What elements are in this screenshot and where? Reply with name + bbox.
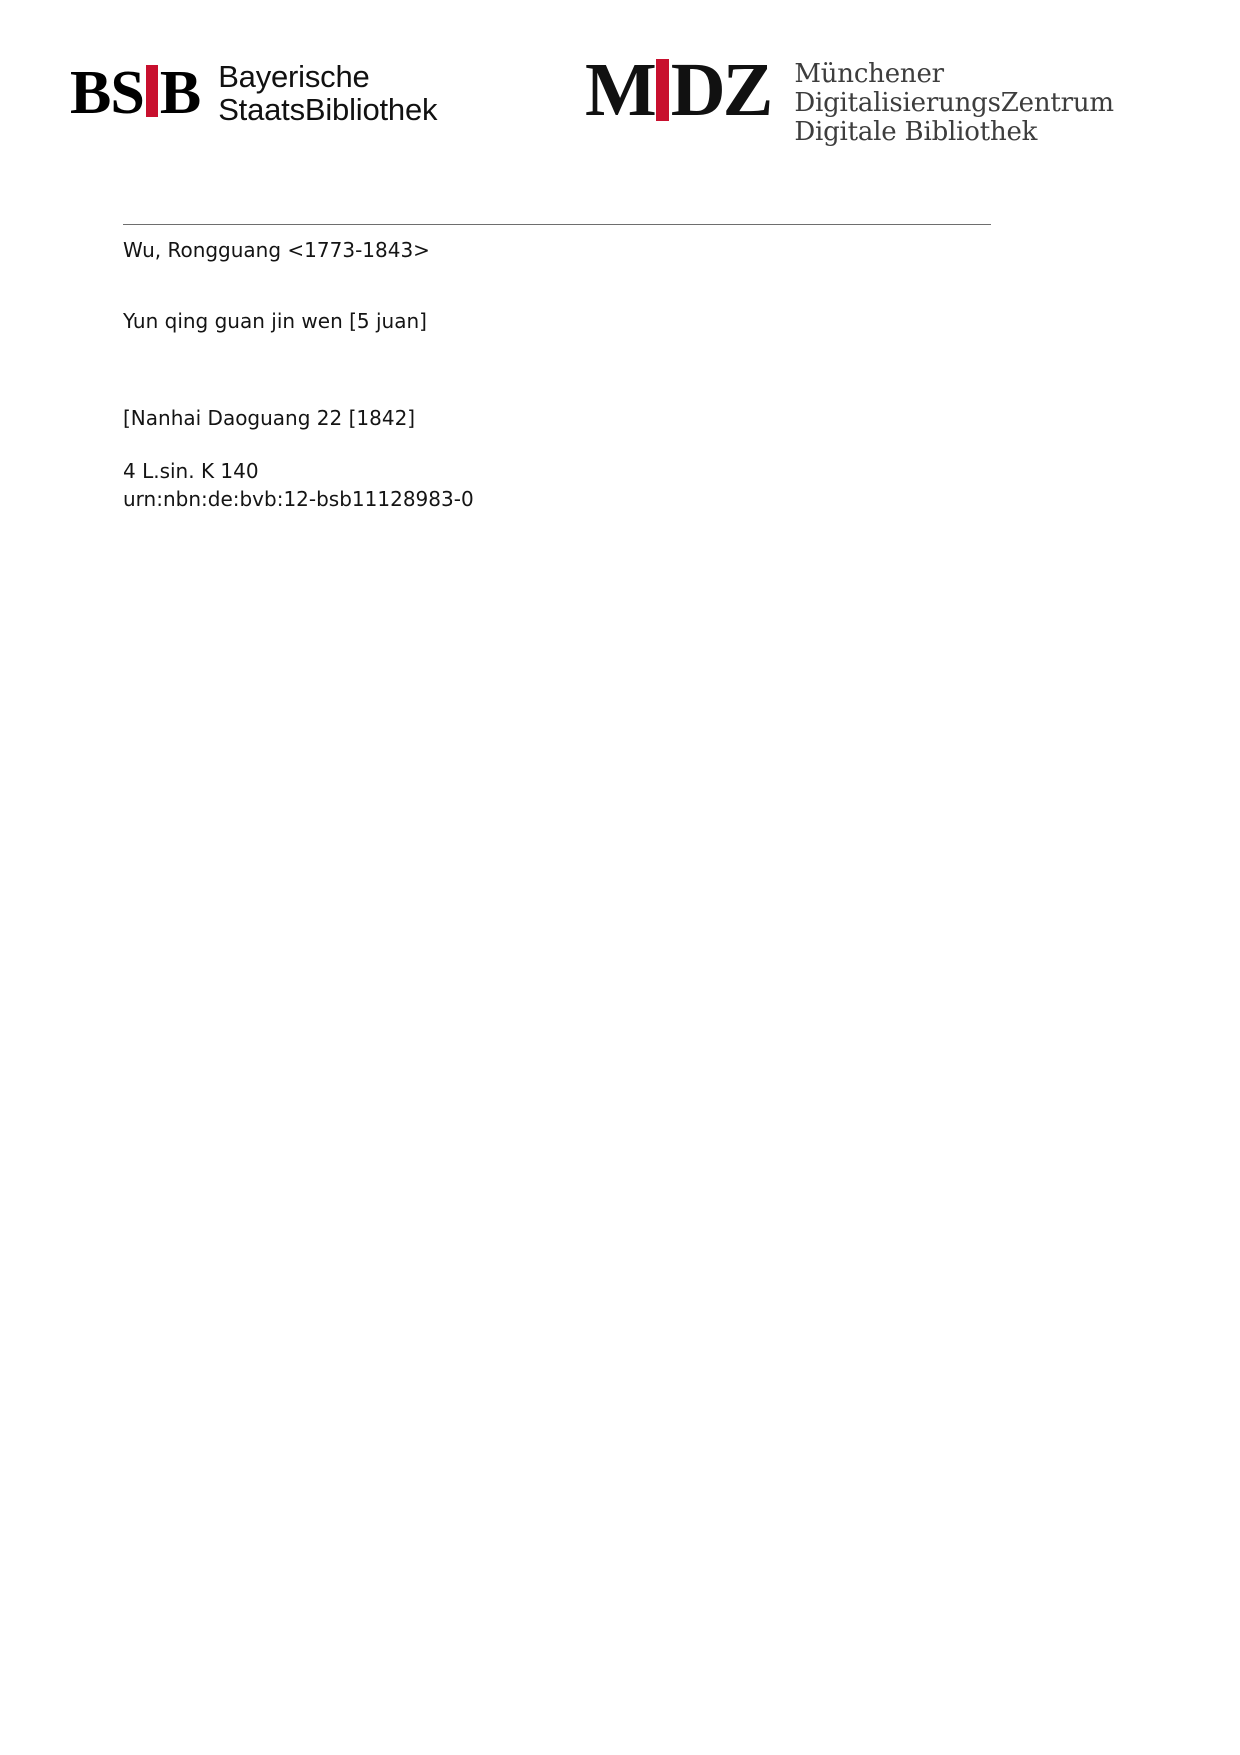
- mdz-logo-mark: [585, 48, 771, 132]
- record-shelfmark: 4 L.sin. K 140: [123, 459, 259, 483]
- page-header: [0, 48, 1240, 162]
- bsb-logo-mark: [70, 59, 201, 128]
- record-title: Yun qing guan jin wen [5 juan]: [123, 309, 427, 333]
- bsb-logo-wordmark: [218, 60, 437, 127]
- mdz-logo: [585, 48, 1114, 148]
- mdz-mark-right: DZ: [670, 48, 771, 132]
- mdz-name-line-3: Digitale Bibliothek: [794, 117, 1038, 148]
- mdz-name-line-1: Münchener: [794, 59, 944, 89]
- bsb-red-bar-icon: [146, 65, 158, 117]
- mdz-name-line-2: DigitalisierungsZentrum: [794, 88, 1114, 119]
- bsb-name-line-2: StaatsBibliothek: [218, 92, 438, 128]
- header-divider: [123, 224, 991, 225]
- mdz-red-bar-icon: [656, 59, 669, 121]
- bsb-mark-left: BS: [70, 59, 144, 128]
- record-imprint: [Nanhai Daoguang 22 [1842]: [123, 406, 416, 430]
- mdz-logo-wordmark: [794, 60, 1114, 147]
- bsb-logo: [70, 60, 437, 127]
- bibliographic-record: [123, 238, 983, 514]
- bsb-mark-right: B: [159, 59, 201, 128]
- bsb-name-line-1: Bayerische: [218, 59, 370, 94]
- record-urn: urn:nbn:de:bvb:12-bsb11128983-0: [123, 487, 474, 512]
- mdz-mark-left: M: [585, 48, 654, 132]
- record-author: Wu, Rongguang <1773-1843>: [123, 238, 430, 262]
